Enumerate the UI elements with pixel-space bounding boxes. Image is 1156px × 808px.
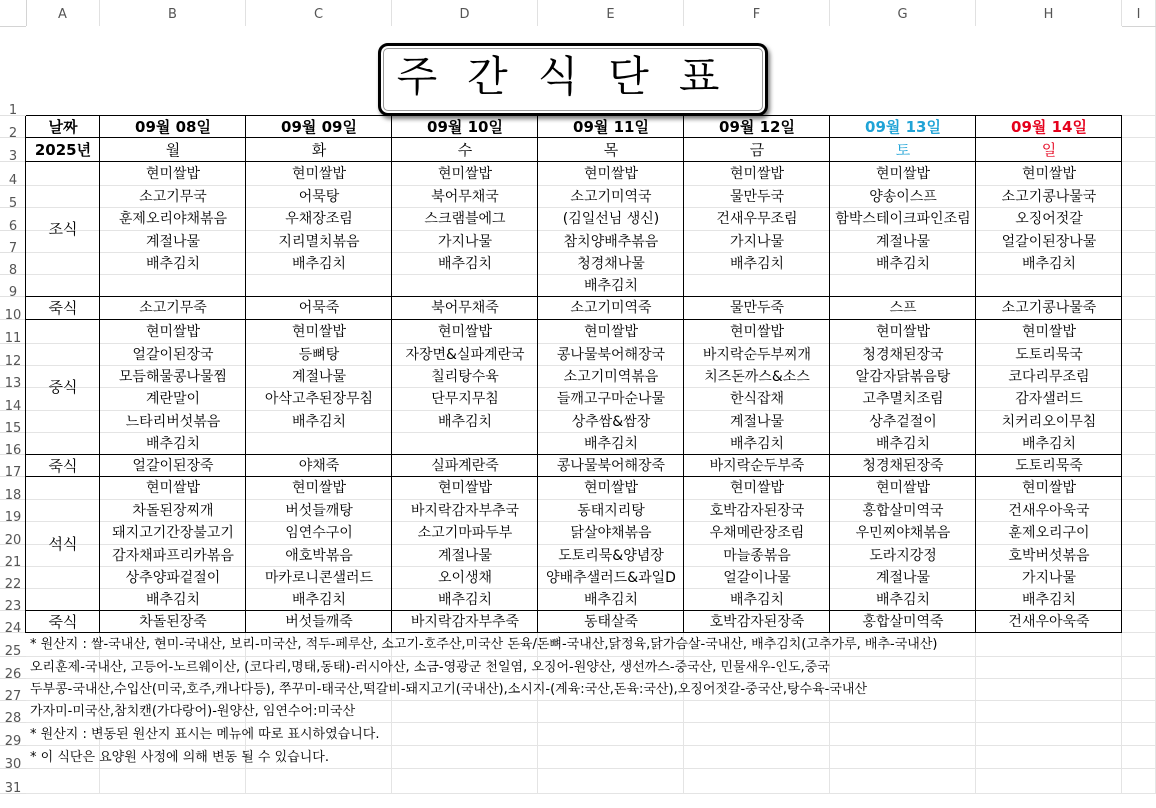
column-header-G[interactable]: G [830, 0, 976, 26]
row-header-27[interactable]: 27 [0, 679, 26, 701]
select-all-corner[interactable] [0, 0, 27, 26]
menu-item[interactable]: 오징어젓갈 [1015, 211, 1083, 227]
row-header-25[interactable]: 25 [0, 633, 26, 657]
menu-item[interactable]: 호박감자된장국 [709, 503, 805, 519]
menu-item[interactable]: 어묵탕 [298, 189, 340, 205]
menu-item[interactable]: 현미쌀밥 [291, 324, 347, 340]
menu-item[interactable]: 현미쌀밥 [1021, 166, 1077, 182]
menu-item[interactable]: 칠리탕수육 [431, 369, 499, 385]
porridge-item[interactable]: 바지락감자부추죽 [410, 614, 520, 630]
menu-item[interactable]: 콩나물북어해장국 [556, 347, 666, 363]
row-header-6[interactable]: 6 [0, 208, 26, 231]
menu-item[interactable]: 계란말이 [145, 391, 201, 407]
table-border-h [26, 454, 1122, 455]
menu-item[interactable]: 배추김치 [1021, 592, 1077, 608]
menu-item[interactable]: 물만두국 [729, 189, 785, 205]
row-header-29[interactable]: 29 [0, 723, 26, 746]
menu-item[interactable]: 한식잡채 [729, 391, 785, 407]
menu-item[interactable]: 느타리버섯볶음 [125, 414, 221, 430]
menu-item[interactable]: 돼지고기간장불고기 [112, 525, 234, 541]
menu-item[interactable] [392, 433, 538, 455]
menu-item[interactable]: 계절나물 [291, 369, 347, 385]
menu-item[interactable]: 현미쌀밥 [291, 166, 347, 182]
table-border-v [1121, 116, 1122, 633]
menu-item[interactable]: 양송이스프 [869, 189, 937, 205]
page-title: 주간식단표 [396, 52, 750, 101]
date-header[interactable]: 09월 09일 [281, 118, 357, 136]
menu-item[interactable]: 차돌된장찌개 [132, 503, 214, 519]
menu-item[interactable]: 배추김치 [145, 592, 201, 608]
menu-item[interactable]: 마늘종볶음 [723, 548, 791, 564]
row-header-2[interactable]: 2 [0, 116, 26, 138]
menu-item[interactable]: 현미쌀밥 [583, 166, 639, 182]
menu-item[interactable]: 현미쌀밥 [145, 324, 201, 340]
porridge-item[interactable]: 야채죽 [298, 458, 340, 474]
menu-item[interactable]: 상추쌈&쌈장 [571, 414, 651, 430]
menu-item[interactable]: 배추김치 [291, 256, 347, 272]
row-header-17[interactable]: 17 [0, 455, 26, 477]
menu-item[interactable]: 현미쌀밥 [145, 166, 201, 182]
menu-item[interactable]: 바지락순두부찌개 [702, 347, 812, 363]
menu-item[interactable]: 배추김치 [291, 592, 347, 608]
table-border-h [26, 115, 1122, 116]
porridge-item[interactable]: 홍합살미역죽 [862, 614, 944, 630]
menu-item[interactable]: 현미쌀밥 [875, 166, 931, 182]
menu-item[interactable]: 현미쌀밥 [583, 324, 639, 340]
menu-item[interactable]: 도라지강정 [869, 548, 937, 564]
date-header[interactable]: 09월 14일 [1011, 118, 1087, 136]
porridge-item[interactable]: 스프 [889, 300, 917, 316]
menu-item[interactable]: 고추멸치조림 [862, 391, 944, 407]
menu-item[interactable]: 지리멸치볶음 [278, 234, 360, 250]
weekday-header[interactable]: 일 [1041, 141, 1057, 159]
porridge-item[interactable]: 소고기미역죽 [570, 300, 652, 316]
menu-item[interactable]: 건새우아욱국 [1008, 503, 1090, 519]
menu-item[interactable]: 청경채나물 [577, 256, 645, 272]
weekday-header[interactable]: 목 [603, 141, 619, 159]
menu-item[interactable]: 배추김치 [875, 256, 931, 272]
table-border-v [975, 116, 976, 633]
menu-item[interactable]: 현미쌀밥 [291, 480, 347, 496]
menu-item[interactable] [246, 433, 392, 455]
porridge-item[interactable]: 동태살죽 [583, 614, 639, 630]
porridge-item[interactable]: 어묵죽 [298, 300, 340, 316]
menu-item[interactable]: 알감자닭볶음탕 [855, 369, 951, 385]
row-header-30[interactable]: 30 [0, 746, 26, 769]
menu-item[interactable]: 배추김치 [437, 256, 493, 272]
menu-item[interactable] [976, 275, 1122, 297]
menu-item[interactable]: 애호박볶음 [285, 548, 353, 564]
table-border-v [391, 116, 392, 633]
table-border-h [26, 476, 1122, 477]
menu-item[interactable]: 현미쌀밥 [437, 324, 493, 340]
table-border-h [26, 610, 1122, 611]
menu-item[interactable]: 참치양배추볶음 [563, 234, 659, 250]
meal-label-breakfast_porridge[interactable]: 죽식 [48, 299, 78, 317]
row-header-28[interactable]: 28 [0, 701, 26, 723]
date-header[interactable]: 09월 13일 [865, 118, 941, 136]
menu-item[interactable]: 우민찌야채볶음 [855, 525, 951, 541]
porridge-item[interactable]: 버섯들깨죽 [285, 614, 353, 630]
menu-item[interactable]: 북어무채국 [431, 189, 499, 205]
menu-item[interactable]: 감자채파프리카볶음 [112, 548, 234, 564]
origin-note: 가자미-미국산,참치캔(가다랑어)-원양산, 임연수어:미국산 [30, 704, 356, 719]
year-label[interactable]: 2025년 [34, 141, 92, 159]
row-header-7[interactable]: 7 [0, 231, 26, 253]
meal-label-dinner[interactable]: 석식 [48, 535, 78, 553]
porridge-item[interactable]: 실파계란죽 [431, 458, 499, 474]
porridge-item[interactable]: 건새우아욱죽 [1008, 614, 1090, 630]
menu-item[interactable]: 배추김치 [583, 278, 639, 294]
row-header-13[interactable]: 13 [0, 366, 26, 388]
menu-item[interactable]: 함박스테이크파인조림 [835, 211, 971, 227]
porridge-item[interactable]: 청경채된장죽 [862, 458, 944, 474]
weekday-header[interactable]: 토 [895, 141, 911, 159]
column-header-F[interactable]: F [684, 0, 830, 26]
menu-item[interactable]: 상추겉절이 [869, 414, 937, 430]
menu-item[interactable]: 현미쌀밥 [1021, 480, 1077, 496]
menu-item[interactable]: 현미쌀밥 [145, 480, 201, 496]
row-header-8[interactable]: 8 [0, 253, 26, 275]
menu-item[interactable]: 모듬해물콩나물찜 [118, 369, 228, 385]
row-header-24[interactable]: 24 [0, 611, 26, 633]
porridge-item[interactable]: 얼갈이된장죽 [132, 458, 214, 474]
menu-item[interactable]: 배추김치 [875, 592, 931, 608]
weekday-header[interactable]: 금 [749, 141, 765, 159]
menu-item[interactable]: 우채메란장조림 [709, 525, 805, 541]
menu-item[interactable]: 얼갈이된장나물 [1001, 234, 1097, 250]
menu-item[interactable]: 치커리오이무침 [1001, 414, 1097, 430]
column-header-bar [0, 0, 1156, 27]
menu-item[interactable]: 배추김치 [145, 256, 201, 272]
porridge-item[interactable]: 콩나물북어해장죽 [556, 458, 666, 474]
meal-label-breakfast[interactable]: 조식 [48, 220, 78, 238]
menu-item[interactable]: 배추김치 [729, 436, 785, 452]
menu-item[interactable]: 배추김치 [145, 436, 201, 452]
menu-item[interactable]: 닭살야채볶음 [570, 525, 652, 541]
meal-label-dinner_porridge[interactable]: 죽식 [48, 613, 78, 631]
menu-item[interactable]: 치즈돈까스&소스 [704, 369, 810, 385]
date-header[interactable]: 09월 11일 [573, 118, 649, 136]
menu-item[interactable]: 현미쌀밥 [729, 480, 785, 496]
meal-label-lunch[interactable]: 중식 [48, 378, 78, 396]
menu-item[interactable]: 들깨고구마순나물 [556, 391, 666, 407]
menu-item[interactable]: 자장면&실파계란국 [405, 347, 525, 363]
menu-item[interactable]: 배추김치 [583, 592, 639, 608]
menu-item[interactable]: 상추양파겉절이 [125, 570, 221, 586]
menu-item[interactable]: 계절나물 [145, 234, 201, 250]
menu-item[interactable]: 호박버섯볶음 [1008, 548, 1090, 564]
porridge-item[interactable]: 차돌된장죽 [139, 614, 207, 630]
menu-item[interactable]: 현미쌀밥 [875, 480, 931, 496]
menu-item[interactable]: 가지나물 [437, 234, 493, 250]
menu-item[interactable]: 계절나물 [729, 414, 785, 430]
origin-note: 오리훈제-국내산, 고등어-노르웨이산, (코다리,명태,동태)-러시아산, 소금-영광군 천일염, 오징어-원양산, 생선까스-중국산, 민물새우-인도,중국 [30, 660, 830, 675]
meal-label-lunch_porridge[interactable]: 죽식 [48, 457, 78, 475]
row-header-11[interactable]: 11 [0, 320, 26, 344]
menu-item[interactable]: 계절나물 [437, 548, 493, 564]
menu-item[interactable]: 현미쌀밥 [1021, 324, 1077, 340]
row-header-22[interactable]: 22 [0, 567, 26, 589]
menu-item[interactable]: 청경채된장국 [862, 347, 944, 363]
porridge-item[interactable]: 소고기콩나물죽 [1001, 300, 1097, 316]
row-header-5[interactable]: 5 [0, 186, 26, 208]
weekday-header[interactable]: 월 [165, 141, 181, 159]
table-border-v [683, 116, 684, 633]
row-header-19[interactable]: 19 [0, 500, 26, 522]
date-header[interactable]: 09월 10일 [427, 118, 503, 136]
row-header-20[interactable]: 20 [0, 522, 26, 545]
porridge-item[interactable]: 소고기무죽 [139, 300, 207, 316]
menu-item[interactable]: 현미쌀밥 [583, 480, 639, 496]
menu-item[interactable]: 얼갈이된장국 [132, 347, 214, 363]
menu-item[interactable] [830, 275, 976, 297]
row-header-4[interactable]: 4 [0, 162, 26, 186]
menu-item[interactable]: 훈제오리구이 [1008, 525, 1090, 541]
menu-item[interactable]: 소고기무국 [139, 189, 207, 205]
row-header-15[interactable]: 15 [0, 411, 26, 433]
menu-item[interactable]: 배추김치 [583, 436, 639, 452]
menu-item[interactable]: 현미쌀밥 [437, 480, 493, 496]
menu-item[interactable]: 얼갈이나물 [723, 570, 791, 586]
table-border-h [26, 137, 1122, 138]
row-header-16[interactable]: 16 [0, 433, 26, 455]
weekday-header[interactable]: 화 [311, 141, 327, 159]
menu-item[interactable]: 건새우무조림 [716, 211, 798, 227]
column-header-B[interactable]: B [100, 0, 246, 26]
menu-item[interactable]: 배추김치 [437, 592, 493, 608]
menu-item[interactable]: 현미쌀밥 [729, 166, 785, 182]
row-header-3[interactable]: 3 [0, 138, 26, 162]
menu-item[interactable]: 감자샐러드 [1015, 391, 1083, 407]
column-header-H[interactable]: H [976, 0, 1122, 26]
row-header-26[interactable]: 26 [0, 657, 26, 679]
menu-item[interactable]: 배추김치 [875, 436, 931, 452]
row-header-18[interactable]: 18 [0, 477, 26, 500]
menu-item[interactable]: 아삭고추된장무침 [264, 391, 374, 407]
menu-item[interactable]: 배추김치 [1021, 256, 1077, 272]
menu-item[interactable] [684, 275, 830, 297]
menu-item[interactable]: 현미쌀밥 [729, 324, 785, 340]
menu-item[interactable]: (김일선님 생신) [562, 211, 660, 227]
row-header-21[interactable]: 21 [0, 545, 26, 567]
table-border-h [26, 161, 1122, 162]
menu-item[interactable]: 가지나물 [1021, 570, 1077, 586]
origin-note: * 원산지 : 쌀-국내산, 현미-국내산, 보리-미국산, 적두-페루산, 소고기-호주산,미국산 돈육/돈뼈-국내산,닭정육,닭가슴살-국내산, 배추김치(고추가루, 배추-국내산) [30, 637, 938, 652]
menu-item[interactable]: 배추김치 [729, 256, 785, 272]
row-header-10[interactable]: 10 [0, 297, 26, 320]
row-header-23[interactable]: 23 [0, 589, 26, 611]
column-header-I[interactable]: I [1122, 0, 1156, 26]
menu-item[interactable]: 양배추샐러드&과일D [546, 570, 676, 586]
column-header-D[interactable]: D [392, 0, 538, 26]
row-header-9[interactable]: 9 [0, 275, 26, 297]
menu-item[interactable]: 단무지무침 [431, 391, 499, 407]
table-border-v [245, 116, 246, 633]
menu-item[interactable]: 마카로니콘샐러드 [264, 570, 374, 586]
row-header-12[interactable]: 12 [0, 344, 26, 366]
menu-item[interactable]: 훈제오리야채볶음 [118, 211, 228, 227]
row-header-31[interactable]: 31 [0, 769, 26, 794]
menu-item[interactable]: 소고기미역국 [570, 189, 652, 205]
menu-item[interactable]: 소고기미역볶음 [563, 369, 659, 385]
menu-item[interactable]: 배추김치 [1021, 436, 1077, 452]
porridge-item[interactable]: 도토리묵죽 [1015, 458, 1083, 474]
menu-item[interactable]: 오이생채 [437, 570, 493, 586]
origin-note: 두부콩-국내산,수입산(미국,호주,캐나다등), 쭈꾸미-태국산,떡갈비-돼지고기(국내산),소시지-(계육:국산,돈육:국산),오징어젓갈-중국산,탕수육-국내산 [30, 682, 868, 697]
menu-item[interactable]: 소고기콩나물국 [1001, 189, 1097, 205]
menu-item[interactable]: 도토리묵국 [1015, 347, 1083, 363]
porridge-item[interactable]: 호박감자된장죽 [709, 614, 805, 630]
table-border-v [99, 116, 100, 633]
menu-item[interactable]: 동태지리탕 [577, 503, 645, 519]
menu-item[interactable]: 임연수구이 [285, 525, 353, 541]
menu-item[interactable] [100, 275, 246, 297]
menu-item[interactable]: 배추김치 [437, 414, 493, 430]
table-border-h [26, 319, 1122, 320]
table-border-v [25, 116, 26, 633]
menu-item[interactable]: 코다리무조림 [1008, 369, 1090, 385]
origin-note: * 이 식단은 요양원 사정에 의해 변동 될 수 있습니다. [30, 750, 329, 765]
menu-item[interactable]: 우채장조림 [285, 211, 353, 227]
weekday-header[interactable]: 수 [457, 141, 473, 159]
table-border-v [829, 116, 830, 633]
table-border-h [26, 296, 1122, 297]
menu-item[interactable]: 등뼈탕 [298, 347, 340, 363]
menu-item[interactable]: 버섯들깨탕 [285, 503, 353, 519]
porridge-item[interactable]: 바지락순두부죽 [709, 458, 805, 474]
table-border-v [537, 116, 538, 633]
porridge-item[interactable]: 물만두죽 [729, 300, 785, 316]
menu-item[interactable] [392, 275, 538, 297]
menu-item[interactable]: 가지나물 [729, 234, 785, 250]
date-header[interactable]: 09월 08일 [135, 118, 211, 136]
menu-item[interactable]: 배추김치 [291, 414, 347, 430]
column-header-A[interactable]: A [26, 0, 100, 26]
column-header-E[interactable]: E [538, 0, 684, 26]
menu-item[interactable]: 계절나물 [875, 570, 931, 586]
menu-item[interactable]: 계절나물 [875, 234, 931, 250]
menu-item[interactable]: 홍합살미역국 [862, 503, 944, 519]
row-header-14[interactable]: 14 [0, 388, 26, 411]
menu-item[interactable]: 현미쌀밥 [875, 324, 931, 340]
row-header-1[interactable]: 1 [0, 26, 26, 116]
menu-item[interactable]: 배추김치 [729, 592, 785, 608]
menu-item[interactable]: 바지락감자부추국 [410, 503, 520, 519]
menu-item[interactable]: 스크램블에그 [424, 211, 506, 227]
date-header[interactable]: 09월 12일 [719, 118, 795, 136]
porridge-item[interactable]: 북어무채죽 [431, 300, 499, 316]
menu-item[interactable] [246, 275, 392, 297]
menu-item[interactable]: 도토리묵&양념장 [558, 548, 664, 564]
origin-note: * 원산지 : 변동된 원산지 표시는 메뉴에 따로 표시하였습니다. [30, 727, 380, 742]
menu-item[interactable]: 소고기마파두부 [417, 525, 513, 541]
column-header-C[interactable]: C [246, 0, 392, 26]
menu-item[interactable]: 현미쌀밥 [437, 166, 493, 182]
date-label[interactable]: 날짜 [48, 118, 78, 136]
